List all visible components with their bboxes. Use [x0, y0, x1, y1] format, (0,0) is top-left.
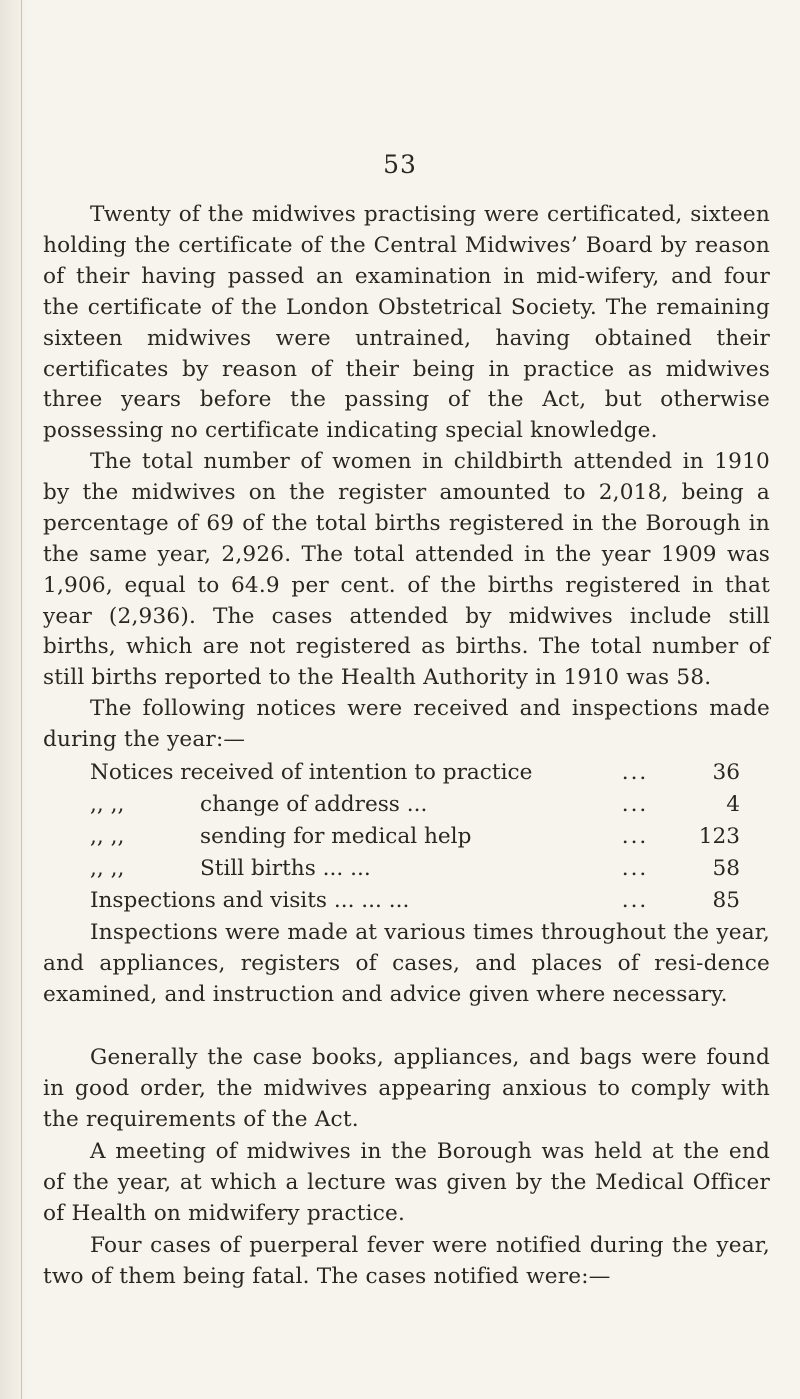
notice-label: sending for medical help: [200, 824, 472, 849]
notice-label: Inspections and visits ... ... ...: [90, 888, 410, 913]
paragraph-puerperal-fever-text: Four cases of puerperal fever were notified during the year, two of them being fatal. The cases notified were:—: [43, 1233, 770, 1289]
binding-edge: [21, 0, 22, 1399]
ditto-mark: ,, ,,: [90, 824, 125, 849]
notice-row: [90, 792, 740, 824]
paragraph-inspections-text: Inspections were made at various times throughout the year, and appliances, registers of cases, and places of resi-dence examined, and instruction and advice given where necessary.: [43, 920, 770, 1007]
notice-value: 36: [712, 760, 740, 785]
paragraph-certification-text: Twenty of the midwives practising were certificated, sixteen holding the certificate of the Central Midwives’ Board by reason of their having passed an examination in mid-wifery, and four the certificate of the London Obstetrical Society. The remaining sixteen midwives were untrained, having obtained their certificates by reason of their being in practice as midwives three years before the passing of the Act, but otherwise possessing no certificate indicating special knowledge.: [43, 202, 770, 444]
paragraph-meeting: [43, 1137, 770, 1230]
notice-value: 4: [726, 792, 740, 817]
ditto-mark: ,, ,,: [90, 856, 125, 881]
binding-shadow: [0, 0, 28, 1399]
paragraph-childbirth-stats: [43, 447, 770, 694]
notice-label: change of address ...: [200, 792, 428, 817]
paragraph-case-books-text: Generally the case books, appliances, and bags were found in good order, the midwives appearing anxious to comply with the requirements of the Act.: [43, 1045, 770, 1132]
notice-leader: ...: [621, 792, 649, 817]
notice-value: 58: [712, 856, 740, 881]
notice-row: [90, 856, 740, 888]
notice-label: Still births ... ...: [200, 856, 371, 881]
paragraph-inspections: [43, 918, 770, 1011]
paragraph-certification: [43, 200, 770, 447]
notice-leader: ...: [621, 856, 649, 881]
paragraph-notices-intro-text: The following notices were received and inspections made during the year:—: [43, 696, 770, 752]
notice-value: 85: [712, 888, 740, 913]
paragraph-case-books: [43, 1043, 770, 1136]
notice-leader: ...: [621, 824, 649, 849]
notice-leader: ...: [621, 888, 649, 913]
notice-leader: ...: [621, 760, 649, 785]
notice-row: [90, 760, 740, 792]
notices-table: [90, 760, 740, 920]
paragraph-meeting-text: A meeting of midwives in the Borough was held at the end of the year, at which a lecture was given by the Medical Officer of Health on midwifery practice.: [43, 1139, 770, 1226]
notice-row: [90, 888, 740, 920]
notice-value: 123: [698, 824, 740, 849]
ditto-mark: ,, ,,: [90, 792, 125, 817]
notice-row: [90, 824, 740, 856]
paragraph-notices-intro: [43, 694, 770, 756]
notice-label: Notices received of intention to practice: [90, 760, 533, 785]
page-number: 53: [383, 150, 417, 179]
paragraph-childbirth-stats-text: The total number of women in childbirth attended in 1910 by the midwives on the register amounted to 2,018, being a percentage of 69 of the total births registered in the Borough in the same year, 2,926. The total attended in the year 1909 was 1,906, equal to 64.9 per cent. of the births registered in that year (2,936). The cases attended by midwives include still births, which are not registered as births. The total number of still births reported to the Health Authority in 1910 was 58.: [43, 449, 770, 691]
paragraph-puerperal-fever: [43, 1231, 770, 1293]
